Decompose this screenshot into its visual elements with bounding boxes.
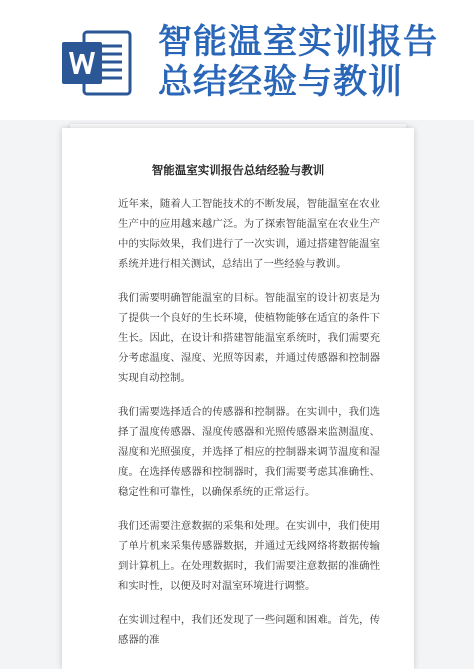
- banner-title-line-2: 总结经验与教训: [158, 62, 403, 102]
- paragraph-2: 我们需要明确智能温室的目标。智能温室的设计初衷是为了提供一个良好的生长环境，使植物能够在适宜的条件下生长。因此，在设计和搭建智能温室系统时，我们需要充分考虑温度、湿度、光照等因素，并通过传感器和控制器实现自动控制。: [118, 292, 380, 384]
- document-page: [62, 128, 414, 669]
- paragraph-3: 我们需要选择适合的传感器和控制器。在实训中，我们选择了温度传感器、湿度传感器和光照传感器来监测温度、湿度和光照强度，并选择了相应的控制器来调节温度和湿度。在选择传感器和控制器时，我们需要考虑其准确性、稳定性和可靠性，以确保系统的正常运行。: [118, 406, 380, 498]
- document-body: [118, 194, 380, 650]
- banner-title: [158, 22, 468, 102]
- document-title: 智能温室实训报告总结经验与教训: [151, 163, 325, 177]
- paragraph-1: 近年来，随着人工智能技术的不断发展，智能温室在农业生产中的应用越来越广泛。为了探索智能温室在农业生产中的实际效果，我们进行了一次实训，通过搭建智能温室系统并进行相关测试，总结出了一些经验与教训。: [118, 198, 380, 270]
- header-banner: [0, 0, 474, 120]
- paragraph-4: 我们还需要注意数据的采集和处理。在实训中，我们使用了单片机来采集传感器数据，并通过无线网络将数据传输到计算机上。在处理数据时，我们需要注意数据的准确性和实时性，以便及时对温室环境进行调整。: [118, 520, 380, 592]
- banner-title-line-1: 智能温室实训报告: [158, 22, 438, 62]
- paragraph-5: 在实训过程中，我们还发现了一些问题和困难。首先，传感器的准: [118, 614, 380, 646]
- word-document-icon: [60, 26, 134, 100]
